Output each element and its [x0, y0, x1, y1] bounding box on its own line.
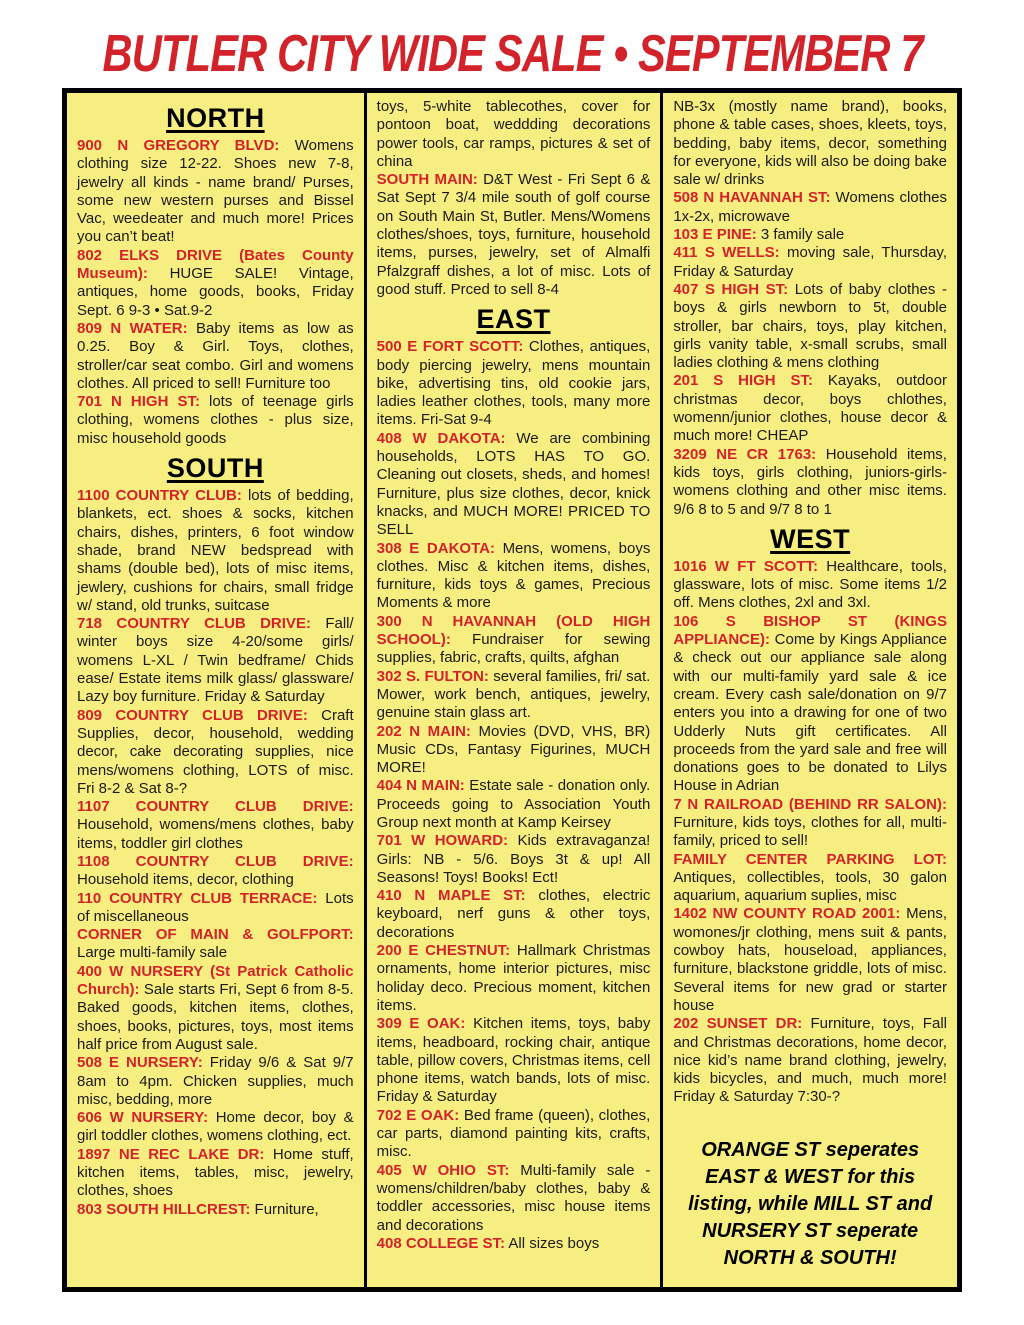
listing — [673, 851, 947, 906]
listing-description: lots of teenage girls clothing, womens clothes - plus size, misc household goods — [77, 393, 354, 447]
listing — [77, 615, 354, 706]
listing — [673, 905, 947, 1015]
listing — [673, 613, 947, 796]
listing-address: 200 E CHESTNUT: — [376, 942, 511, 960]
listing-address: 508 E NURSERY: — [77, 1054, 203, 1072]
column-east — [364, 93, 661, 1287]
listing — [77, 963, 354, 1054]
listing-description: Baby items as low as 0.25. Boy & Girl. Toys, clothes, stroller/car seat combo. Girl and womens clothes. All priced to sell! Furniture too — [77, 319, 354, 392]
listing-address: 106 S BISHOP ST (KINGS APPLIANCE): — [673, 612, 947, 649]
listing — [77, 320, 354, 393]
listing-description: Furniture, kids toys, clothes for all, multi-family, priced to sell! — [673, 813, 947, 850]
listing — [377, 430, 651, 540]
listing-address: 202 SUNSET DR: — [673, 1015, 803, 1033]
listing-description: D&T West - Fri Sept 6 & Sat Sept 7 3/4 mile south of golf course on South Main St, Butler. Mens/Womens clothes/shoes, toys, furniture, household items, purses, jewelry, set of Almalfi Pfalzgraff dishes, a lot of misc. Lots of good stuff. Prced to sell 8-4 — [376, 171, 651, 298]
listing-address: 7 N RAILROAD (BEHIND RR SALON): — [673, 795, 947, 813]
listing — [377, 832, 651, 887]
listing-description: Friday 9/6 & Sat 9/7 8am to 4pm. Chicken supplies, much misc, bedding, more — [77, 1054, 354, 1108]
listing-description: Hallmark Christmas ornaments, home interior pictures, misc holiday deco. Precious moment, kitchen items. — [376, 942, 651, 1014]
listing-description: Multi-family sale - womens/children/baby clothes, baby & toddler accessories, misc house items and decorations — [376, 1161, 651, 1234]
column-north-south — [67, 93, 364, 1287]
listing-address: CORNER OF MAIN & GOLFPORT: — [77, 926, 354, 944]
listing-description: Mens, womones/jr clothing, mens suit & pants, cowboy hats, houseload, appliances, furniture, blackstone griddle, lots of misc. Several items for new grad or starter house — [673, 905, 947, 1014]
listing-address: 701 N HIGH ST: — [77, 393, 200, 411]
listing-address: 606 W NURSERY: — [77, 1109, 209, 1127]
listing-address: 300 N HAVANNAH (OLD HIGH SCHOOL): — [376, 612, 651, 649]
section-header-west: WEST — [770, 523, 851, 554]
listing-description: Sale starts Fri, Sept 6 from 8-5. Baked goods, kitchen items, clothes, shoes, books, pictures, toys, most items half price from August sale. — [77, 981, 354, 1053]
listing-description: HUGE SALE! Vintage, antiques, home goods, books, Friday Sept. 6 9-3 • Sat.9-2 — [77, 265, 354, 319]
listing-description: Healthcare, tools, glassware, lots of misc. Some items 1/2 off. Mens clothes, 2xl and 3xl. — [673, 557, 947, 612]
listing — [377, 777, 651, 832]
listing — [377, 613, 651, 668]
listing — [77, 798, 354, 853]
listing-description: Household items, kids toys, girls clothing, juniors-girls-womens clothing and other misc items. 9/6 8 to 5 and 9/7 8 to 1 — [673, 445, 947, 518]
flyer-title: BUTLER CITY WIDE SALE • SEPTEMBER 7 — [102, 25, 923, 83]
listing — [77, 890, 354, 927]
listing-description: Fundraiser for sewing supplies, fabric, crafts, quilts, afghan — [376, 631, 651, 667]
listing-description: Household items, decor, clothing — [77, 871, 294, 889]
listing — [673, 372, 947, 445]
listing — [673, 558, 947, 613]
listing-address: 500 E FORT SCOTT: — [376, 338, 524, 356]
listing-continuation: NB-3x (mostly name brand), books, phone & table cases, shoes, kleets, toys, bedding, baby items, decor, something for everyone, kids will also be doing bake sale w/ drinks — [673, 98, 947, 189]
listing-description: Bed frame (queen), clothes, car parts, diamond painting kits, crafts, misc. — [376, 1106, 651, 1161]
listing-description: clothes, electric keyboard, nerf guns & other toys, decorations — [376, 887, 651, 941]
column-west — [660, 93, 957, 1287]
listing — [377, 1162, 651, 1235]
section-header-east: EAST — [476, 304, 551, 335]
listing-description: Home decor, boy & girl toddler clothes, womens clothing, ect. — [77, 1109, 354, 1145]
listings-box — [62, 88, 962, 1292]
listing-address: 900 N GREGORY BLVD: — [77, 137, 280, 154]
listing-description: Home stuff, kitchen items, tables, misc, jewelry, clothes, shoes — [77, 1145, 354, 1200]
listing-address: 410 N MAPLE ST: — [376, 887, 526, 905]
listing-description: Lots of miscellaneous — [77, 889, 354, 925]
listing — [377, 668, 651, 723]
listing-description: moving sale, Thursday, Friday & Saturday — [673, 244, 947, 280]
listing — [673, 1015, 947, 1106]
listing-address: SOUTH MAIN: — [376, 171, 478, 189]
listing-description: All sizes boys — [508, 1234, 600, 1252]
listing-address: 308 E DAKOTA: — [376, 539, 495, 557]
listing — [377, 887, 651, 942]
section-header-north: NORTH — [166, 103, 265, 133]
listing — [673, 189, 947, 226]
listing-address: 408 COLLEGE ST: — [376, 1234, 506, 1252]
listing-address: 1100 COUNTRY CLUB: — [77, 487, 242, 505]
listing — [77, 247, 354, 320]
listing — [673, 281, 947, 372]
listing — [77, 707, 354, 798]
flyer-header — [0, 24, 1024, 84]
listing-description: Household, womens/mens clothes, baby items, toddler girl clothes — [77, 816, 354, 852]
listing-description: several families, fri/ sat. Mower, work bench, antiques, jewelry, genuine stain glass art. — [376, 667, 651, 722]
listing — [377, 1107, 651, 1162]
listing-address: 405 W OHIO ST: — [376, 1161, 510, 1179]
listing — [377, 1235, 651, 1253]
listing-address: 3209 NE CR 1763: — [673, 445, 817, 463]
listing-description: Estate sale - donation only. Proceeds going to Association Youth Group next month at Kamp Keirsey — [376, 777, 651, 831]
listing-description: Craft Supplies, decor, household, wedding decor, cake decorating supplies, nice mens/womens clothing, LOTS of misc. Fri 8-2 & Sat 8-? — [77, 706, 354, 797]
listing — [673, 244, 947, 281]
listing-description: Kayaks, outdoor christmas decor, boys chlothes, womenn/junior clothes, house decor & much more! CHEAP — [673, 372, 947, 445]
listing-address: 1107 COUNTRY CLUB DRIVE: — [77, 798, 354, 816]
listing-address: 202 N MAIN: — [376, 722, 471, 740]
listing-address: 1108 COUNTRY CLUB DRIVE: — [77, 852, 354, 870]
listing — [77, 926, 354, 963]
listing-address: 408 W DAKOTA: — [376, 429, 506, 447]
listing-address: 802 ELKS DRIVE (Bates County Museum): — [77, 246, 354, 283]
listing — [377, 942, 651, 1015]
listing — [673, 226, 947, 244]
listing-description: Mens, womens, boys clothes. Misc & kitchen items, dishes, furniture, kids toys & games, Precious Moments & more — [376, 539, 651, 612]
section-header-south: SOUTH — [166, 453, 264, 484]
listing-address: 809 N WATER: — [77, 319, 188, 337]
listing-description: Furniture, — [254, 1200, 319, 1218]
listing-description: Lots of baby clothes - boys & girls newborn to 5t, double stroller, bar chairs, toys, play kitchen, girls vanity table, x-small scrubs, small ladies clothing & mens clothing — [673, 280, 947, 372]
listing-address: 407 S HIGH ST: — [673, 280, 789, 298]
listing — [77, 1054, 354, 1109]
listing — [377, 338, 651, 429]
listing — [377, 540, 651, 613]
listing-address: 110 COUNTRY CLUB TERRACE: — [77, 889, 318, 907]
listing-description: Movies (DVD, VHS, BR) Music CDs, Fantasy Figurines, MUCH MORE! — [376, 722, 651, 777]
listing-description: Kids extravaganza! Girls: NB - 5/6. Boys 3t & up! All Seasons! Toys! Books! Ect! — [376, 832, 651, 886]
listing-address: 201 S HIGH ST: — [673, 372, 813, 390]
listing — [673, 796, 947, 851]
listing-address: 809 COUNTRY CLUB DRIVE: — [77, 706, 308, 724]
listing — [377, 171, 651, 299]
listing-address: 103 E PINE: — [673, 226, 757, 244]
listing-description: lots of bedding, blankets, ect. shoes & socks, kitchen chairs, dishes, printers, 6 foot window shade, brand NEW bedspread with shams (double bed), lots of misc items, jewlery, cushions for chairs, small fridge w/ stand, old trunks, suitcase — [77, 487, 354, 614]
listing — [77, 137, 354, 247]
listing-address: 400 W NURSERY (St Patrick Catholic Church): — [77, 962, 354, 999]
listing-description: Furniture, toys, Fall and Christmas decorations, home decor, nice kid’s name brand clothing, jewelry, kids bicycles, and much, much more! Friday & Saturday 7:30-? — [673, 1015, 947, 1106]
listing-address: 1897 NE REC LAKE DR: — [77, 1145, 265, 1163]
listing-address: 701 W HOWARD: — [376, 832, 509, 850]
listing-description: Antiques, collectibles, tools, 30 galon aquarium, aquarium suplies, misc — [673, 868, 947, 905]
listing-address: 702 E OAK: — [376, 1106, 460, 1124]
listing-description: We are combining households, LOTS HAS TO GO. Cleaning out closets, sheds, and homes! Furniture, plus size clothes, decor, knick knacks, and MUCH MORE! PRICED TO SELL — [376, 429, 651, 539]
listing-description: Kitchen items, toys, baby items, headboard, rocking chair, antique table, pillow covers, Christmas items, cell phone items, watch bands, lots of misc. Friday & Saturday — [376, 1015, 651, 1106]
listing — [77, 393, 354, 448]
listing — [77, 1146, 354, 1201]
listing-address: 1402 NW COUNTY ROAD 2001: — [673, 905, 901, 923]
listing-description: Large multi-family sale — [77, 944, 228, 962]
listing-address: 411 S WELLS: — [673, 244, 780, 262]
listing-address: 1016 W FT SCOTT: — [673, 557, 818, 575]
listing-description: Come by Kings Appliance & check out our appliance sale along with our multi-family yard sale & ice cream. Every cash sale/donation on 9/7 enters you into a drawing for one of two Udderly Nuts gift certificates. All proceeds from the yard sale and free will donations goes to be donated to Lilys House in Adrian — [673, 631, 947, 795]
listing — [377, 723, 651, 778]
listing-description: Clothes, antiques, body piercing jewelry, mens mountain bike, advertising tins, old cookie jars, ladies leather clothes, tools, many more items. Fri-Sat 9-4 — [376, 338, 651, 429]
listing-address: 302 S. FULTON: — [376, 667, 489, 685]
listing-description: Womens clothing size 12-22. Shoes new 7-8, jewelry all kinds - name brand/ Purses, some new western purses and Bissel Vac, weedeater and much more! Prices you can’t beat! — [77, 137, 354, 246]
listing-address: 803 SOUTH HILLCREST: — [77, 1200, 251, 1218]
orientation-note: ORANGE ST seperates EAST & WEST for this listing, while MILL ST and NURSERY ST seperate NORTH & SOUTH! — [688, 1138, 933, 1269]
listing-address: 508 N HAVANNAH ST: — [673, 189, 831, 207]
listing-description: 3 family sale — [760, 226, 845, 244]
listing — [377, 1015, 651, 1106]
listing — [673, 446, 947, 519]
listing-address: 718 COUNTRY CLUB DRIVE: — [77, 615, 311, 633]
listing — [77, 853, 354, 890]
listing-address: FAMILY CENTER PARKING LOT: — [673, 850, 947, 868]
listing — [77, 487, 354, 615]
listing-description: Fall/ winter boys size 4-20/some girls/ womens L-XL / Twin bedframe/ Chids ease/ Estate items milk glass/ glassware/ Lazy boy furniture. Friday & Saturday — [77, 615, 354, 706]
listing — [77, 1109, 354, 1146]
listing-address: 309 E OAK: — [376, 1015, 466, 1033]
listing-description: Womens clothes 1x-2x, microwave — [673, 189, 947, 225]
listing-address: 404 N MAIN: — [376, 777, 465, 795]
listing-continuation: toys, 5-white tablecothes, cover for pontoon boat, weddding decorations power tools, car ramps, pictures & set of china — [376, 98, 651, 170]
listing — [77, 1201, 354, 1219]
